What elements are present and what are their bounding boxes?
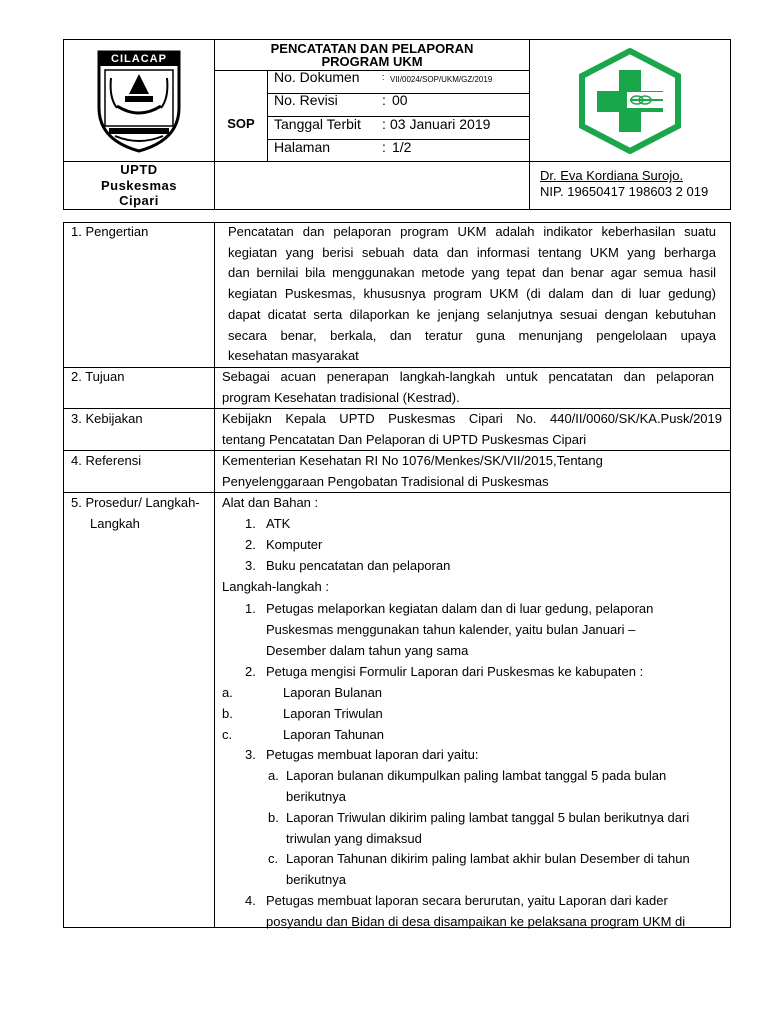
list-number: 2. — [245, 664, 256, 679]
header-border-bottom — [63, 209, 731, 210]
list-number: 3. — [245, 747, 256, 762]
signer-name: Dr. Eva Kordiana Surojo. — [540, 168, 684, 183]
report-type: Laporan Triwulan — [283, 706, 383, 721]
signer-nip: NIP. 19650417 198603 2 019 — [540, 184, 709, 199]
row-divider-4 — [63, 492, 731, 493]
kebijakan-line: tentang Pencatatan Dan Pelaporan di UPTD Puskesmas Cipari — [222, 432, 587, 447]
section-label-kebijakan: 3. Kebijakan — [71, 411, 143, 426]
alat-heading: Alat dan Bahan : — [222, 495, 319, 510]
row-divider-3 — [63, 450, 731, 451]
substep-line: berikutnya — [286, 789, 346, 804]
cilacap-logo — [95, 48, 183, 153]
substep-line: Laporan Tahunan dikirim paling lambat akhir bulan Desember di tahun — [286, 851, 690, 866]
field-value-tanggal-terbit: 03 Januari 2019 — [390, 116, 491, 132]
pengertian-line: kegiatan Puskesmas, khususnya program UKM (di dalam dan di luar gedung) — [228, 286, 716, 301]
pengertian-line: secara benar, berkala, dan teratur guna menunjang pengelolaan upaya — [228, 328, 716, 343]
content-border-right — [730, 222, 731, 928]
header-border-top — [63, 39, 731, 40]
step-line: Petuga mengisi Formulir Laporan dari Puskesmas ke kabupaten : — [266, 664, 644, 679]
field-value-no-revisi: 00 — [392, 92, 408, 108]
langkah-heading: Langkah-langkah : — [222, 579, 329, 594]
pengertian-line: kegiatan yang berisi sebuah data dan informasi tentang UKM yang berharga — [228, 245, 716, 260]
field-colon: : — [382, 92, 386, 108]
tujuan-line: program Kesehatan tradisional (Kestrad). — [222, 390, 460, 405]
row-divider-2 — [63, 408, 731, 409]
step-line: Petugas membuat laporan secara berurutan, yaitu Laporan dari kader — [266, 893, 668, 908]
row-divider-1 — [63, 367, 731, 368]
content-column-divider — [214, 222, 215, 928]
field-label-halaman: Halaman — [274, 139, 331, 155]
pengertian-line: kesehatan masyarakat — [228, 348, 359, 363]
header-divider-2 — [529, 39, 530, 210]
referensi-line: Kementerian Kesehatan RI No 1076/Menkes/SK/VII/2015,Tentang — [222, 453, 603, 468]
section-label-tujuan: 2. Tujuan — [71, 369, 125, 384]
org-name-line3: Cipari — [119, 193, 159, 208]
pengertian-line: dan bernilai bila menggunakan metode yang tepat dan benar agar semua hasil — [228, 265, 716, 280]
list-number: 3. — [245, 558, 256, 573]
field-value-no-dokumen: VII/0024/SOP/UKM/GZ/2019 — [390, 75, 493, 84]
list-number: 4. — [245, 893, 256, 908]
section-label-prosedur: 5. Prosedur/ Langkah- — [71, 495, 200, 510]
alat-item: Buku pencatatan dan pelaporan — [266, 558, 451, 573]
report-type: Laporan Bulanan — [283, 685, 383, 700]
logo-text: CILACAP — [111, 53, 167, 65]
step-line: posyandu dan Bidan di desa disampaikan ke pelaksana program UKM di — [266, 914, 686, 929]
step-line: Petugas membuat laporan dari yaitu: — [266, 747, 479, 762]
puskesmas-logo — [575, 48, 685, 154]
list-number: 2. — [245, 537, 256, 552]
pengertian-line: Pencatatan dan pelaporan program UKM adalah indikator keberhasilan suatu — [228, 224, 716, 239]
section-label-pengertian: 1. Pengertian — [71, 224, 149, 239]
referensi-line: Penyelenggaraan Pengobatan Tradisional di Puskesmas — [222, 474, 549, 489]
doc-title-line1: PENCATATAN DAN PELAPORAN — [270, 41, 474, 56]
list-letter: c. — [222, 727, 233, 742]
list-number: 1. — [245, 601, 256, 616]
alat-item: Komputer — [266, 537, 323, 552]
org-name-line1: UPTD — [120, 162, 158, 177]
content-border-left — [63, 222, 64, 928]
step-line: Petugas melaporkan kegiatan dalam dan di luar gedung, pelaporan — [266, 601, 654, 616]
list-number: 1. — [245, 516, 256, 531]
step-line: Desember dalam tahun yang sama — [266, 643, 469, 658]
kebijakan-line: Kebijakn Kepala UPTD Puskesmas Cipari No. 440/II/0060/SK/KA.Pusk/2019 — [222, 411, 722, 426]
header-border-right — [730, 39, 731, 210]
list-letter: a. — [268, 768, 279, 783]
substep-line: Laporan Triwulan dikirim paling lambat tanggal 5 bulan berikutnya dari — [286, 810, 690, 825]
list-letter: c. — [268, 851, 279, 866]
substep-line: berikutnya — [286, 872, 346, 887]
content-border-top — [63, 222, 731, 223]
substep-line: Laporan bulanan dikumpulkan paling lambat tanggal 5 pada bulan — [286, 768, 667, 783]
list-letter: b. — [222, 706, 233, 721]
field-colon: : — [382, 116, 386, 132]
alat-item: ATK — [266, 516, 291, 531]
tujuan-line: Sebagai acuan penerapan langkah-langkah untuk pencatatan dan pelaporan — [222, 369, 714, 384]
field-colon: : — [382, 139, 386, 155]
section-label-prosedur-cont: Langkah — [90, 516, 140, 531]
substep-line: triwulan yang dimaksud — [286, 831, 422, 846]
pengertian-line: dapat dicatat serta dilaporkan ke jenjang selanjutnya sesuai dengan kebutuhan — [228, 307, 716, 322]
header-title-bottom — [214, 70, 530, 71]
org-name-line2: Puskesmas — [100, 178, 178, 193]
list-letter: b. — [268, 810, 279, 825]
field-colon: : — [382, 72, 385, 82]
report-type: Laporan Tahunan — [283, 727, 384, 742]
field-label-no-dokumen: No. Dokumen — [274, 69, 360, 85]
doc-title-line2: PROGRAM UKM — [321, 54, 423, 69]
field-value-halaman: 1/2 — [392, 139, 412, 155]
step-line: Puskesmas menggunakan tahun kalender, yaitu bulan Januari – — [266, 622, 636, 637]
sop-label: SOP — [227, 116, 255, 131]
list-letter: a. — [222, 685, 233, 700]
section-label-referensi: 4. Referensi — [71, 453, 142, 468]
field-label-no-revisi: No. Revisi — [274, 92, 338, 108]
field-label-tanggal-terbit: Tanggal Terbit — [274, 116, 361, 132]
